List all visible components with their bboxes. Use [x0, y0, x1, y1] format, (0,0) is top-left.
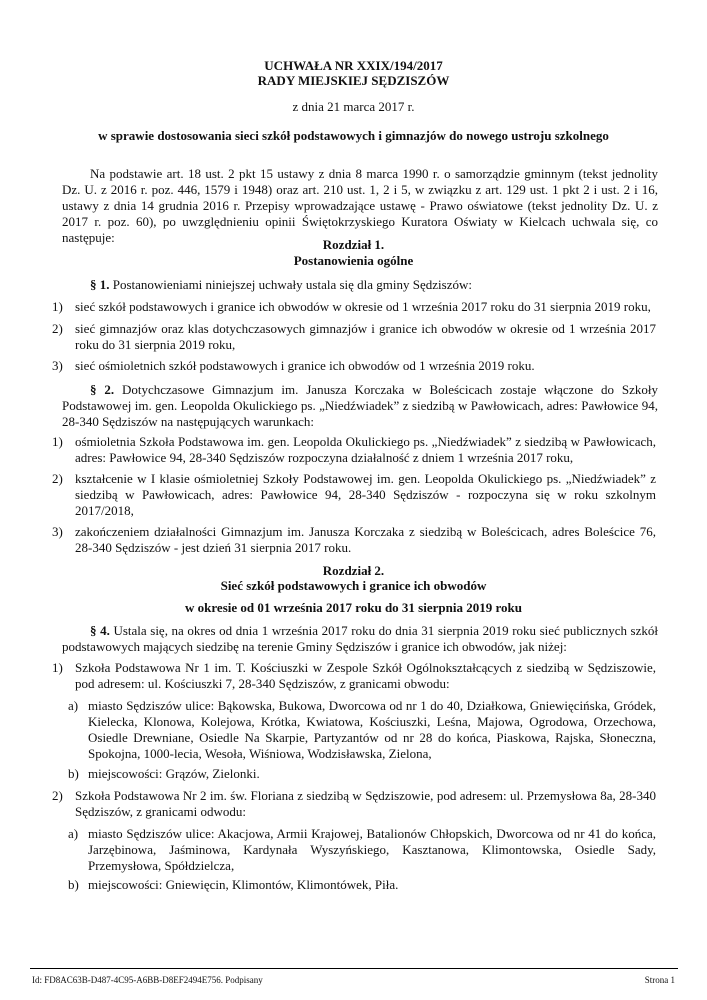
subitem-letter: b): [68, 766, 79, 781]
chapter2-heading: Rozdział 2.: [322, 563, 385, 578]
paragraph-4: [62, 623, 658, 655]
council-name: RADY MIEJSKIEJ SĘDZISZÓW: [257, 73, 450, 88]
subitem-letter: a): [68, 826, 79, 841]
subitem-text: miasto Sędziszów ulice: Bąkowska, Bukowa, Dworcowa od nr 1 do 40, Działkowa, Gniewięcińska, Gródek, Kielecka, Klonowa, Kolejowa, Krótka, Kwiatowa, Kościuszki, Leśna, Majowa, Ogrodowa, Orzechowa, Osiedle Drewniane, Osiedle Na Skarpie, Partyzantów od nr 28 do końca, Piaskowa, Rajska, Słoneczna, Spokojna, 1000-lecia, Wesoła, Wiśniowa, Wodzisławska, Zielona,: [88, 698, 656, 761]
paragraph-4-text: Ustala się, na okres od dnia 1 września 2017 roku do dnia 31 sierpnia 2019 roku sieć publicznych szkół podstawowych mających siedzibę na terenie Gminy Sędziszów i granice ich obwodów, jak niżej:: [62, 623, 659, 654]
par2-item-1: [52, 434, 656, 466]
paragraph-2-text: Dotychczasowe Gimnazjum im. Janusza Korczaka w Boleścicach zostaje włączone do Szkoły Podstawowej im. gen. Leopolda Okulickiego ps. „Niedźwiadek” z siedzibą w Pawłowicach, adres: Pawłowice 94, 28-340 Sędziszów na następujących warunkach:: [62, 382, 658, 429]
school-1: [52, 660, 656, 692]
item-text: Szkoła Podstawowa Nr 1 im. T. Kościuszki w Zespole Szkół Ogólnokształcących z siedzibą w Sędziszowie, pod adresem: ul. Kościuszki 7, 28-340 Sędziszów, z granicami obwodu:: [75, 660, 656, 691]
subitem-text: miejscowości: Gniewięcin, Klimontów, Klimontówek, Piła.: [88, 877, 399, 892]
chapter1-heading: Rozdział 1.: [322, 237, 385, 252]
subitem-letter: b): [68, 877, 79, 892]
document-id: Id: FD8AC63B-D487-4C95-A6BB-D8EF2494E756. Podpisany: [32, 975, 263, 985]
item-text: kształcenie w I klasie ośmioletniej Szkoły Podstawowej im. gen. Leopolda Okulickiego ps. „Niedźwiadek” z siedzibą w Pawłowicach, adres: Pawłowice 94, 28-340 Sędziszów - rozpoczyna się w roku szkolnym 2017/2018,: [75, 471, 656, 518]
paragraph-1-label: § 1.: [90, 277, 110, 292]
chapter2-subtitle: w okresie od 01 września 2017 roku do 31 sierpnia 2019 roku: [185, 600, 522, 615]
item-text: sieć szkół podstawowych i granice ich obwodów w okresie od 1 września 2017 roku do 31 sierpnia 2019 roku,: [75, 299, 651, 314]
subitem-letter: a): [68, 698, 79, 713]
resolution-date: z dnia 21 marca 2017 r.: [292, 99, 415, 114]
paragraph-1-text: Postanowieniami niniejszej uchwały ustala się dla gminy Sędziszów:: [109, 277, 472, 292]
item-number: 2): [52, 321, 63, 336]
item-number: 3): [52, 524, 63, 539]
par2-item-2: [52, 471, 656, 519]
school-1-villages: [68, 766, 656, 782]
preamble: Na podstawie art. 18 ust. 2 pkt 15 ustawy z dnia 8 marca 1990 r. o samorządzie gminnym (tekst jednolity Dz. U. z 2016 r. poz. 446, 1579 i 1948) oraz art. 210 ust. 1, 2 i 5, w związku z art. 129 ust. 1 pkt 2 i ust. 2 i 16, ustawy z dnia 14 grudnia 2016 r. Przepisy wprowadzające ustawę - Prawo oświatowe (tekst jednolity Dz. U. z 2017 r. poz. 60), po uwzględnieniu opinii Świętokrzyskiego Kuratora Oświaty w Kielcach uchwala się, co następuje:: [62, 166, 658, 245]
paragraph-1: [62, 277, 658, 293]
item-number: 1): [52, 660, 63, 675]
item-text: sieć ośmioletnich szkół podstawowych i granice ich obwodów od 1 września 2019 roku.: [75, 358, 535, 373]
item-text: zakończeniem działalności Gimnazjum im. Janusza Korczaka z siedzibą w Boleścicach, adres Boleścice 76, 28-340 Sędziszów - jest dzień 31 sierpnia 2017 roku.: [75, 524, 656, 555]
item-text: sieć gimnazjów oraz klas dotychczasowych gimnazjów i granice ich obwodów w okresie od 1 września 2017 roku do 31 sierpnia 2019 roku,: [75, 321, 656, 352]
par1-item-2: [52, 321, 656, 353]
subitem-text: miejscowości: Grązów, Zielonki.: [88, 766, 260, 781]
page-number: Strona 1: [644, 975, 675, 985]
paragraph-2: [62, 382, 658, 430]
footer-divider: [30, 968, 678, 969]
par1-item-3: [52, 358, 656, 374]
subitem-text: miasto Sędziszów ulice: Akacjowa, Armii Krajowej, Batalionów Chłopskich, Dworcowa od nr 41 do końca, Jarzębinowa, Jaśminowa, Kardynała Wyszyńskiego, Kasztanowa, Klimontowska, Osiedle Sady, Przemysłowa, Spółdzielcza,: [88, 826, 656, 873]
par1-item-1: [52, 299, 656, 315]
item-number: 1): [52, 434, 63, 449]
resolution-subject: w sprawie dostosowania sieci szkół podstawowych i gimnazjów do nowego ustroju szkolnego: [98, 128, 609, 143]
school-2: [52, 788, 656, 820]
school-2-villages: [68, 877, 656, 893]
item-text: Szkoła Podstawowa Nr 2 im. św. Floriana z siedzibą w Sędziszowie, pod adresem: ul. Przemysłowa 8a, 28-340 Sędziszów, z granicami odwodu:: [75, 788, 656, 819]
chapter2-title: Sieć szkół podstawowych i granice ich obwodów: [220, 578, 487, 593]
chapter1-title: Postanowienia ogólne: [293, 253, 414, 268]
item-number: 2): [52, 788, 63, 803]
paragraph-4-label: § 4.: [90, 623, 110, 638]
item-text: ośmioletnia Szkoła Podstawowa im. gen. Leopolda Okulickiego ps. „Niedźwiadek” z siedzibą w Pawłowicach, adres: Pawłowice 94, 28-340 Sędziszów rozpoczyna działalność z dniem 1 września 2017 roku,: [75, 434, 656, 465]
school-2-streets: [68, 826, 656, 874]
resolution-title: UCHWAŁA NR XXIX/194/2017: [264, 58, 443, 73]
school-1-streets: [68, 698, 656, 762]
item-number: 2): [52, 471, 63, 486]
item-number: 1): [52, 299, 63, 314]
par2-item-3: [52, 524, 656, 556]
paragraph-2-label: § 2.: [90, 382, 115, 397]
item-number: 3): [52, 358, 63, 373]
